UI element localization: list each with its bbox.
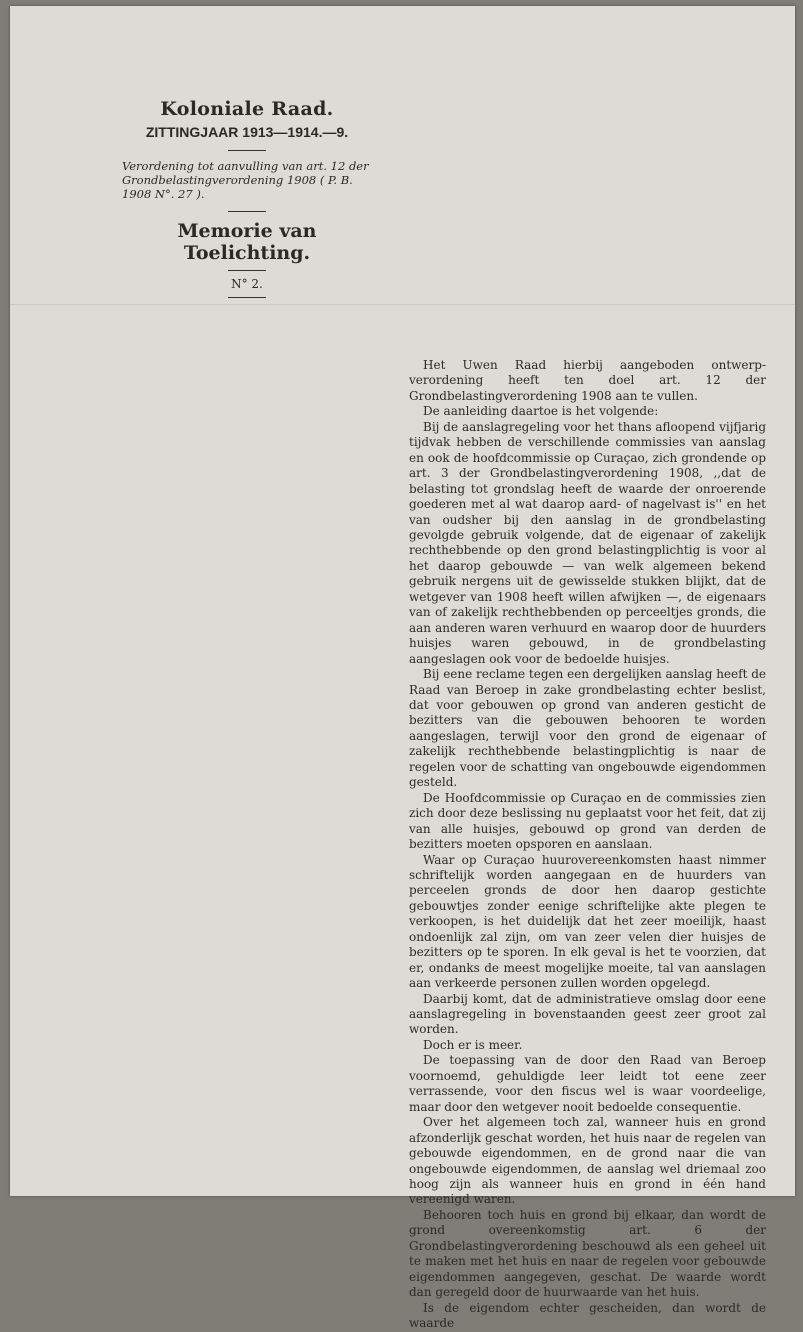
paragraph: Bij eene reclame tegen een dergelijken aanslag heeft de Raad van Beroep in zake grondbelasting echter beslist, dat voor gebouwen op grond van anderen gesticht de bezitters van die gebouwen behooren te worden aangeslagen, terwijl voor den grond de eigenaar of zakelijk rechthebbende belastingplichtig is naar de regelen voor de schatting van ongebouwde eigendommen gesteld. <box>409 667 766 790</box>
paragraph: Het Uwen Raad hierbij aangeboden ontwerp-verordening heeft ten doel art. 12 der Grondbelastingverordening 1908 aan te vullen. <box>409 358 766 403</box>
council-title: Koloniale Raad. <box>160 98 334 120</box>
paragraph: Doch er is meer. <box>423 1037 523 1052</box>
paragraph: De Hoofdcommissie op Curaçao en de commissies zien zich door deze beslissing nu geplaatst voor het feit, dat zij van alle huisjes, gebouwd op grond van derden de bezitters moeten opsporen en aanslaan. <box>409 790 766 852</box>
paragraph: Is de eigendom echter gescheiden, dan wordt de waarde <box>409 1300 766 1331</box>
divider <box>228 150 266 151</box>
divider <box>228 211 266 212</box>
memo-title: Memorie van Toelichting. <box>177 220 317 264</box>
document-number: N° 2. <box>231 277 263 291</box>
memo-body <box>409 358 766 1332</box>
document-header <box>118 98 376 306</box>
document-page <box>10 6 795 1331</box>
divider <box>228 270 266 271</box>
paragraph: De toepassing van de door den Raad van Beroep voornoemd, gehuldigde leer leidt tot eene zeer verrassende, voor den fiscus wel is waar voordeelige, maar door den wetgever nooit bedoelde consequentie. <box>409 1053 766 1114</box>
paragraph: Waar op Curaçao huurovereenkomsten haast nimmer schriftelijk worden aangegaan en de huurders van perceelen gronds de door hen daarop gestichte gebouwtjes zonder eenige schriftelijke akte plegen te verkoopen, is het duidelijk dat het zeer moeilijk, haast ondoenlijk zal zijn, om van zeer velen dier huisjes de bezitters op te sporen. In elk geval is het te voorzien, dat er, ondanks de meest mogelijke moeite, tal van aanslagen aan verkeerde personen zullen worden opgelegd. <box>409 852 766 991</box>
paragraph: De aanleiding daartoe is het volgende: <box>423 404 659 419</box>
divider <box>228 297 266 298</box>
paragraph: Over het algemeen toch zal, wanneer huis en grond afzonderlijk geschat worden, het huis naar de regelen van gebouwde eigendommen, en de grond naar die van ongebouwde eigendommen, de aanslag wel driemaal zoo hoog zijn als wanneer huis en grond in één hand vereenigd waren. <box>409 1115 766 1207</box>
paragraph: Daarbij komt, dat de administratieve omslag door eene aanslagregeling in bovenstaanden geest zeer groot zal worden. <box>409 991 766 1037</box>
ordinance-subject: Verordening tot aanvulling van art. 12 der Grondbelastingverordening 1908 ( P. B. 1908 N°. 27 ). <box>122 159 369 201</box>
session-year: ZITTINGJAAR 1913—1914.—9. <box>145 124 349 140</box>
paragraph: Bij de aanslagregeling voor het thans afloopend vijfjarig tijdvak hebben de verschillende commissies van aanslag en ook de hoofdcommissie op Curaçao, zich grondende op art. 3 der Grondbelastingverordening 1908, ,,dat de belasting tot grondslag heeft de waarde der onroerende goederen met al wat daarop aard- of nagelvast is'' en het van oudsher bij den aanslag in de grondbelasting gevolgde gebruik volgende, dat de eigenaar of zakelijk rechthebbende op den grond belastingplichtig is voor al het daarop gebouwde — van welk algemeen bekend gebruik nergens uit de gewisselde stukken blijkt, dat de wetgever van 1908 heeft willen afwijken —, de eigenaars van of zakelijk rechthebbenden op perceeltjes gronds, die aan anderen waren verhuurd en waarop door de huurders huisjes waren gebouwd, in de grondbelasting aangeslagen ook voor de bedoelde huisjes. <box>409 419 766 666</box>
paragraph: Behooren toch huis en grond bij elkaar, dan wordt de grond overeenkomstig art. 6 der Grondbelastingverordening beschouwd als een geheel uit te maken met het huis en naar de regelen voor gebouwde eigendommen aangegeven, geschat. De waarde wordt dan geregeld door de huurwaarde van het huis. <box>409 1207 766 1300</box>
